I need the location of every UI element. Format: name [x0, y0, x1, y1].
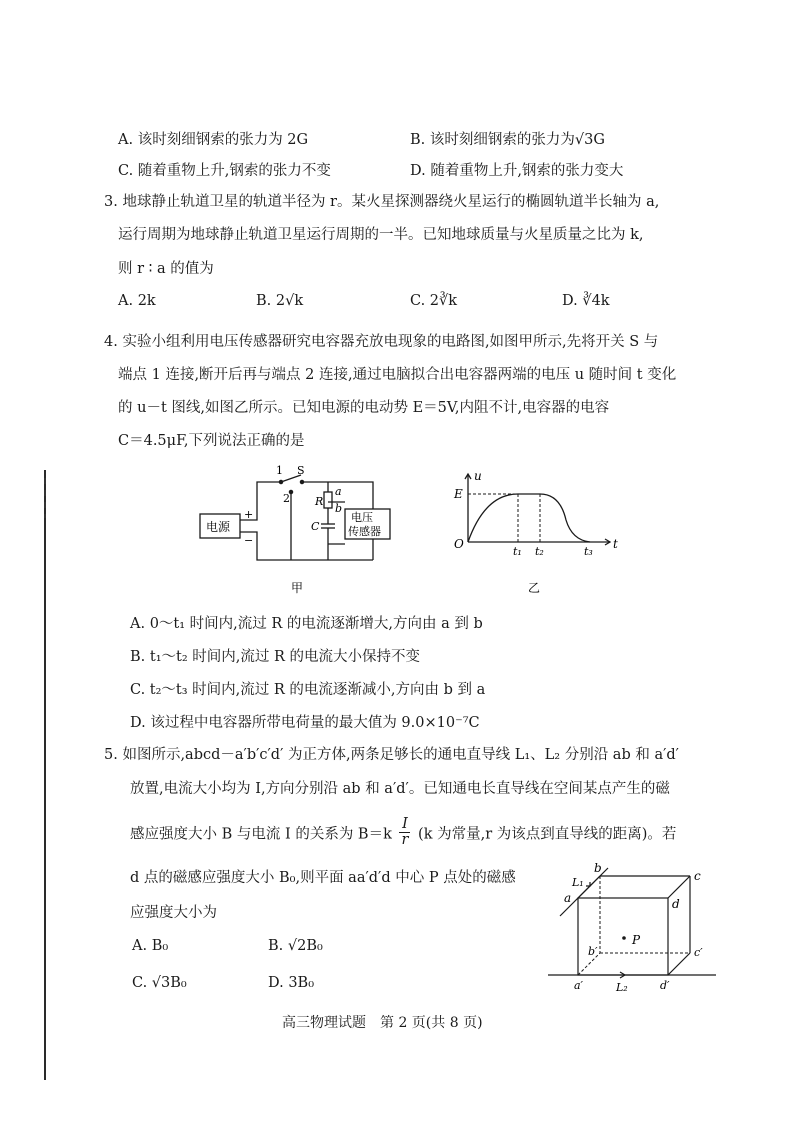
q5-fraction-numerator: I	[399, 817, 410, 833]
q5-option-d: D. 3B₀	[268, 975, 315, 991]
q2-option-c: C. 随着重物上升,钢索的张力不变	[118, 163, 331, 179]
ut-curve	[468, 494, 590, 542]
q5-stem-line4: d 点的磁感应强度大小 B₀,则平面 aa′d′d 中心 P 点处的磁感	[130, 870, 516, 886]
point-a-label: a	[335, 485, 342, 498]
q4-stem-line2: 端点 1 连接,断开后再与端点 2 连接,通过电脑拟合出电容器两端的电压 u 随时间 t 变化	[118, 367, 677, 383]
plus-sign: +	[244, 508, 254, 521]
label-l1: L₁	[572, 876, 584, 889]
origin-label: O	[454, 537, 464, 551]
page-footer: 高三物理试题 第 2 页(共 8 页)	[282, 1015, 483, 1031]
capacitor-label: C	[311, 520, 320, 533]
front-face	[578, 898, 668, 975]
q4-stem-line1: 4. 实验小组利用电压传感器研究电容器充放电现象的电路图,如图甲所示,先将开关 S 与	[104, 334, 659, 350]
q5-option-b: B. √2B₀	[268, 938, 323, 954]
label-p: P	[632, 933, 641, 947]
q2-option-d: D. 随着重物上升,钢索的张力变大	[410, 163, 624, 179]
q4-option-c: C. t₂～t₃ 时间内,流过 R 的电流逐渐减小,方向由 b 到 a	[130, 682, 486, 698]
q5-stem-line3	[130, 816, 677, 850]
cube-diagram	[548, 860, 728, 995]
q4-stem-line4: C＝4.5μF,下列说法正确的是	[118, 433, 305, 449]
terminal-2-label: 2	[283, 492, 290, 505]
label-c-prime: c′	[694, 946, 703, 959]
q5-option-c: C. √3B₀	[132, 975, 187, 991]
u-axis-label: u	[474, 470, 482, 483]
q3-stem-line3: 则 r ∶ a 的值为	[118, 261, 214, 277]
sensor-label-2: 传感器	[348, 525, 381, 538]
t1-label: t₁	[513, 545, 522, 558]
e-label: E	[454, 487, 463, 501]
switch-label: S	[297, 464, 305, 477]
t2-label: t₂	[535, 545, 544, 558]
q5-stem-line5: 应强度大小为	[130, 905, 217, 921]
figure-yi-caption: 乙	[528, 581, 541, 595]
q3-option-c: C. 2∛k	[410, 293, 458, 309]
circuit-diagram	[195, 462, 410, 597]
binding-line	[44, 470, 49, 1080]
source-label: 电源	[206, 520, 231, 534]
q5-formula-prefix: 感应强度大小 B 与电流 I 的关系为 B＝k	[130, 826, 392, 843]
point-b-label: b	[335, 502, 343, 515]
t-axis-label: t	[613, 537, 618, 551]
q5-stem-line1: 5. 如图所示,abcd－a′b′c′d′ 为正方体,两条足够长的通电直导线 L₁、L₂ 分别沿 ab 和 a′d′	[104, 747, 679, 763]
label-b-prime: b′	[588, 945, 598, 958]
q3-stem-line1: 3. 地球静止轨道卫星的轨道半径为 r。某火星探测器绕火星运行的椭圆轨道半长轴为 a,	[104, 194, 660, 210]
q5-option-a: A. B₀	[132, 938, 169, 954]
q4-option-d: D. 该过程中电容器所带电荷量的最大值为 9.0×10⁻⁷C	[130, 715, 480, 731]
q2-option-b: B. 该时刻细钢索的张力为√3G	[410, 132, 605, 148]
resistor-label: R	[315, 495, 324, 508]
label-a: a	[564, 891, 572, 905]
q3-option-d: D. ∛4k	[562, 293, 610, 309]
terminal-1-label: 1	[276, 464, 283, 477]
label-a-prime: a′	[574, 979, 584, 992]
label-c: c	[694, 869, 701, 883]
q4-option-a: A. 0～t₁ 时间内,流过 R 的电流逐渐增大,方向由 a 到 b	[130, 616, 483, 632]
label-l2: L₂	[616, 981, 628, 994]
q5-formula-suffix: (k 为常量,r 为该点到直导线的距离)。若	[418, 826, 677, 843]
q3-option-a: A. 2k	[118, 293, 156, 309]
q4-option-b: B. t₁～t₂ 时间内,流过 R 的电流大小保持不变	[130, 649, 421, 665]
ut-graph	[450, 470, 620, 595]
sensor-label-1: 电压	[351, 511, 373, 524]
binding-dash	[44, 478, 46, 518]
q2-option-a: A. 该时刻细钢索的张力为 2G	[118, 132, 309, 148]
t3-label: t₃	[584, 545, 593, 558]
figure-jia-caption: 甲	[291, 581, 304, 595]
minus-sign: −	[244, 534, 254, 547]
point-p	[622, 936, 626, 940]
q3-stem-line2: 运行周期为地球静止轨道卫星运行周期的一半。已知地球质量与火星质量之比为 k,	[118, 227, 644, 243]
q4-stem-line3: 的 u－t 图线,如图乙所示。已知电源的电动势 E＝5V,内阻不计,电容器的电容	[118, 400, 610, 416]
q5-stem-line2: 放置,电流大小均为 I,方向分别沿 ab 和 a′d′。已知通电长直导线在空间某点产生的磁	[130, 781, 670, 797]
label-d-prime: d′	[660, 979, 670, 992]
q5-fraction	[399, 817, 410, 848]
label-b: b	[594, 861, 602, 875]
q3-option-b: B. 2√k	[256, 293, 304, 309]
q5-fraction-denominator: r	[401, 832, 409, 848]
label-d: d	[672, 897, 680, 911]
